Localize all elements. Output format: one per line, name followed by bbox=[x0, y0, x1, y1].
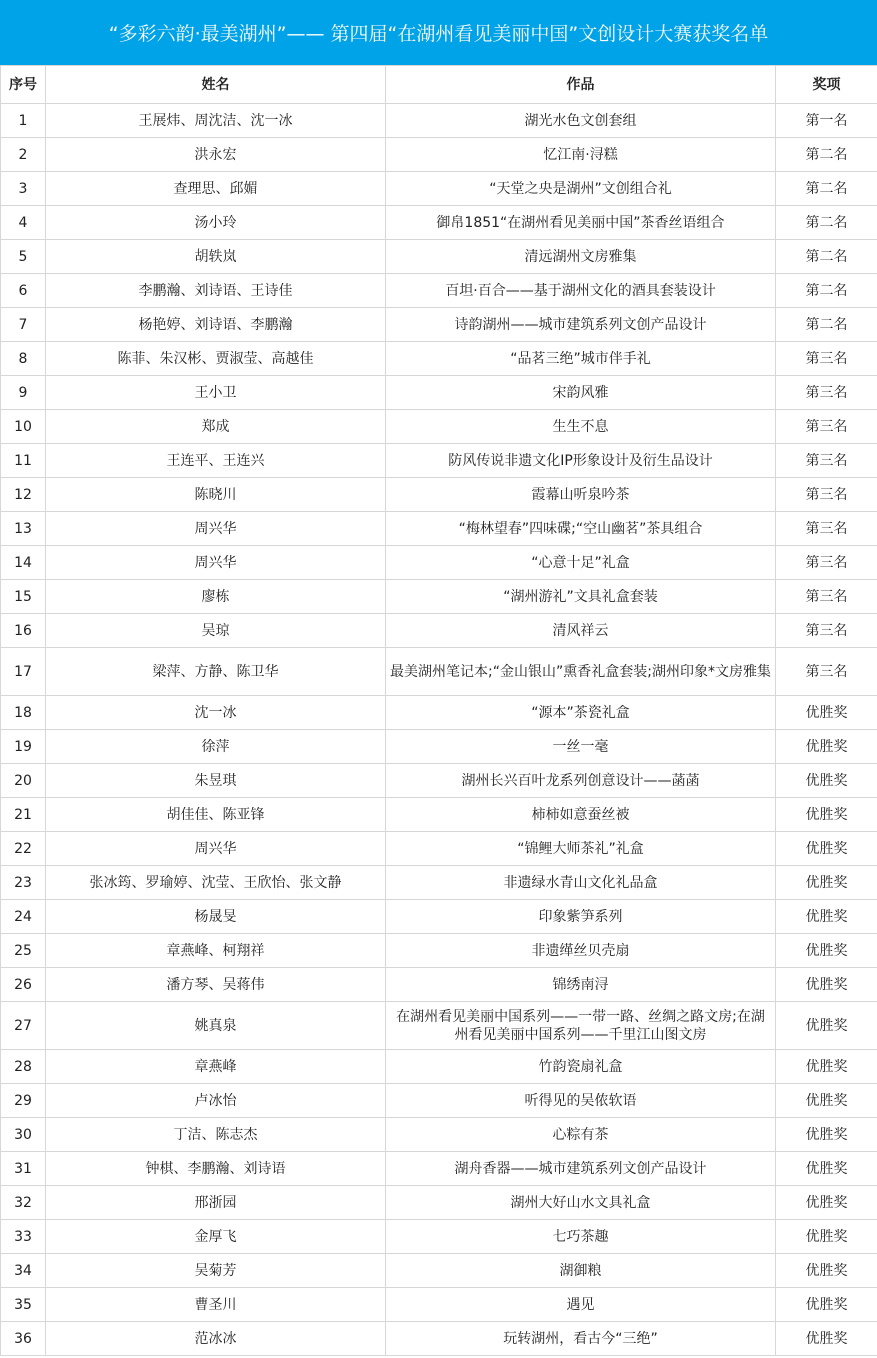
column-header-award: 奖项 bbox=[776, 66, 877, 104]
table-row bbox=[1, 138, 877, 172]
cell-work: 柿柿如意蚕丝被 bbox=[386, 798, 776, 832]
cell-award: 第三名 bbox=[776, 410, 877, 444]
cell-number: 33 bbox=[1, 1220, 46, 1254]
table-row bbox=[1, 308, 877, 342]
cell-award: 第三名 bbox=[776, 342, 877, 376]
table-row bbox=[1, 580, 877, 614]
cell-award: 优胜奖 bbox=[776, 866, 877, 900]
cell-number: 22 bbox=[1, 832, 46, 866]
cell-name: 金厚飞 bbox=[46, 1220, 386, 1254]
cell-name: 王连平、王连兴 bbox=[46, 444, 386, 478]
cell-award: 第二名 bbox=[776, 274, 877, 308]
cell-work: 玩转湖州，看古今“三绝” bbox=[386, 1322, 776, 1356]
table-row bbox=[1, 546, 877, 580]
cell-work: 印象紫笋系列 bbox=[386, 900, 776, 934]
cell-number: 31 bbox=[1, 1152, 46, 1186]
cell-number: 2 bbox=[1, 138, 46, 172]
table-row bbox=[1, 1220, 877, 1254]
cell-award: 优胜奖 bbox=[776, 1084, 877, 1118]
cell-name: 王展炜、周沈洁、沈一冰 bbox=[46, 104, 386, 138]
cell-work: 在湖州看见美丽中国系列——一带一路、丝绸之路文房;在湖州看见美丽中国系列——千里江山图文房 bbox=[386, 1002, 776, 1050]
cell-name: 杨艳婷、刘诗语、李鹏瀚 bbox=[46, 308, 386, 342]
table-row bbox=[1, 934, 877, 968]
cell-award: 优胜奖 bbox=[776, 900, 877, 934]
cell-award: 优胜奖 bbox=[776, 832, 877, 866]
table-row bbox=[1, 342, 877, 376]
cell-work: “锦鲤大师茶礼”礼盒 bbox=[386, 832, 776, 866]
cell-award: 优胜奖 bbox=[776, 1254, 877, 1288]
table-row bbox=[1, 444, 877, 478]
table-row bbox=[1, 410, 877, 444]
table-row bbox=[1, 1322, 877, 1356]
cell-work: 湖州大好山水文具礼盒 bbox=[386, 1186, 776, 1220]
table-row bbox=[1, 1288, 877, 1322]
cell-name: 沈一冰 bbox=[46, 696, 386, 730]
table-row bbox=[1, 648, 877, 696]
cell-number: 30 bbox=[1, 1118, 46, 1152]
cell-name: 梁萍、方静、陈卫华 bbox=[46, 648, 386, 696]
cell-name: 郑成 bbox=[46, 410, 386, 444]
table-row bbox=[1, 696, 877, 730]
cell-number: 32 bbox=[1, 1186, 46, 1220]
table-row bbox=[1, 1152, 877, 1186]
table-row bbox=[1, 240, 877, 274]
cell-name: 周兴华 bbox=[46, 512, 386, 546]
cell-work: 御帛1851“在湖州看见美丽中国”茶香丝语组合 bbox=[386, 206, 776, 240]
table-row bbox=[1, 274, 877, 308]
cell-work: 非遗绿水青山文化礼品盒 bbox=[386, 866, 776, 900]
cell-award: 优胜奖 bbox=[776, 798, 877, 832]
cell-number: 36 bbox=[1, 1322, 46, 1356]
cell-name: 卢冰怡 bbox=[46, 1084, 386, 1118]
cell-number: 11 bbox=[1, 444, 46, 478]
cell-number: 26 bbox=[1, 968, 46, 1002]
cell-number: 29 bbox=[1, 1084, 46, 1118]
table-header-row bbox=[1, 66, 877, 104]
cell-number: 5 bbox=[1, 240, 46, 274]
cell-name: 邢浙园 bbox=[46, 1186, 386, 1220]
cell-number: 15 bbox=[1, 580, 46, 614]
cell-number: 28 bbox=[1, 1050, 46, 1084]
table-row bbox=[1, 478, 877, 512]
cell-award: 第二名 bbox=[776, 240, 877, 274]
cell-work: “源本”茶瓷礼盒 bbox=[386, 696, 776, 730]
cell-name: 吴琼 bbox=[46, 614, 386, 648]
table-row bbox=[1, 172, 877, 206]
page-title: “多彩六韵·最美湖州”—— 第四届“在湖州看见美丽中国”文创设计大赛获奖名单 bbox=[0, 0, 877, 65]
cell-number: 17 bbox=[1, 648, 46, 696]
cell-award: 优胜奖 bbox=[776, 730, 877, 764]
cell-work: 锦绣南浔 bbox=[386, 968, 776, 1002]
table-row bbox=[1, 1254, 877, 1288]
cell-work: 遇见 bbox=[386, 1288, 776, 1322]
table-row bbox=[1, 104, 877, 138]
cell-award: 优胜奖 bbox=[776, 1050, 877, 1084]
cell-award: 第一名 bbox=[776, 104, 877, 138]
cell-award: 优胜奖 bbox=[776, 1186, 877, 1220]
column-header-number: 序号 bbox=[1, 66, 46, 104]
cell-work: “品茗三绝”城市伴手礼 bbox=[386, 342, 776, 376]
cell-number: 13 bbox=[1, 512, 46, 546]
cell-name: 周兴华 bbox=[46, 832, 386, 866]
cell-number: 1 bbox=[1, 104, 46, 138]
cell-work: 清风祥云 bbox=[386, 614, 776, 648]
cell-award: 第二名 bbox=[776, 138, 877, 172]
cell-number: 10 bbox=[1, 410, 46, 444]
cell-award: 第二名 bbox=[776, 172, 877, 206]
cell-work: 最美湖州笔记本;“金山银山”熏香礼盒套装;湖州印象*文房雅集 bbox=[386, 648, 776, 696]
cell-name: 洪永宏 bbox=[46, 138, 386, 172]
cell-work: 宋韵风雅 bbox=[386, 376, 776, 410]
cell-name: 胡轶岚 bbox=[46, 240, 386, 274]
cell-number: 34 bbox=[1, 1254, 46, 1288]
cell-award: 第三名 bbox=[776, 648, 877, 696]
cell-name: 廖栋 bbox=[46, 580, 386, 614]
cell-work: “湖州游礼”文具礼盒套装 bbox=[386, 580, 776, 614]
cell-award: 优胜奖 bbox=[776, 1002, 877, 1050]
cell-number: 3 bbox=[1, 172, 46, 206]
table-row bbox=[1, 1186, 877, 1220]
table-row bbox=[1, 1002, 877, 1050]
cell-number: 21 bbox=[1, 798, 46, 832]
cell-award: 优胜奖 bbox=[776, 1322, 877, 1356]
cell-number: 35 bbox=[1, 1288, 46, 1322]
cell-number: 19 bbox=[1, 730, 46, 764]
cell-work: 心粽有茶 bbox=[386, 1118, 776, 1152]
cell-award: 第三名 bbox=[776, 444, 877, 478]
cell-name: 王小卫 bbox=[46, 376, 386, 410]
table-row bbox=[1, 512, 877, 546]
cell-work: 湖舟香器——城市建筑系列文创产品设计 bbox=[386, 1152, 776, 1186]
cell-work: 竹韵瓷扇礼盒 bbox=[386, 1050, 776, 1084]
cell-work: 防风传说非遗文化IP形象设计及衍生品设计 bbox=[386, 444, 776, 478]
cell-award: 优胜奖 bbox=[776, 1288, 877, 1322]
cell-number: 23 bbox=[1, 866, 46, 900]
cell-name: 张冰筠、罗瑜婷、沈莹、王欣怡、张文静 bbox=[46, 866, 386, 900]
cell-number: 20 bbox=[1, 764, 46, 798]
cell-award: 优胜奖 bbox=[776, 696, 877, 730]
column-header-work: 作品 bbox=[386, 66, 776, 104]
cell-number: 6 bbox=[1, 274, 46, 308]
table-row bbox=[1, 764, 877, 798]
cell-work: “天堂之央是湖州”文创组合礼 bbox=[386, 172, 776, 206]
table-row bbox=[1, 1084, 877, 1118]
table-row bbox=[1, 614, 877, 648]
cell-number: 7 bbox=[1, 308, 46, 342]
cell-award: 第三名 bbox=[776, 512, 877, 546]
cell-name: 曹圣川 bbox=[46, 1288, 386, 1322]
cell-number: 14 bbox=[1, 546, 46, 580]
cell-name: 章燕峰 bbox=[46, 1050, 386, 1084]
table-row bbox=[1, 1050, 877, 1084]
cell-number: 8 bbox=[1, 342, 46, 376]
cell-work: 湖御粮 bbox=[386, 1254, 776, 1288]
cell-name: 陈菲、朱汉彬、贾淑莹、高越佳 bbox=[46, 342, 386, 376]
cell-work: 诗韵湖州——城市建筑系列文创产品设计 bbox=[386, 308, 776, 342]
cell-work: 忆江南·浔糕 bbox=[386, 138, 776, 172]
cell-name: 钟棋、李鹏瀚、刘诗语 bbox=[46, 1152, 386, 1186]
cell-number: 18 bbox=[1, 696, 46, 730]
cell-name: 章燕峰、柯翔祥 bbox=[46, 934, 386, 968]
cell-name: 潘方琴、吴蒋伟 bbox=[46, 968, 386, 1002]
cell-work: 清远湖州文房雅集 bbox=[386, 240, 776, 274]
cell-name: 丁洁、陈志杰 bbox=[46, 1118, 386, 1152]
cell-work: “梅林望春”四味碟;“空山幽茗”茶具组合 bbox=[386, 512, 776, 546]
cell-number: 25 bbox=[1, 934, 46, 968]
cell-award: 第三名 bbox=[776, 376, 877, 410]
cell-award: 第二名 bbox=[776, 206, 877, 240]
cell-work: 七巧茶趣 bbox=[386, 1220, 776, 1254]
cell-work: 非遗缂丝贝壳扇 bbox=[386, 934, 776, 968]
cell-award: 第二名 bbox=[776, 308, 877, 342]
cell-number: 9 bbox=[1, 376, 46, 410]
cell-award: 优胜奖 bbox=[776, 1220, 877, 1254]
cell-work: 百坦·百合——基于湖州文化的酒具套装设计 bbox=[386, 274, 776, 308]
cell-work: “心意十足”礼盒 bbox=[386, 546, 776, 580]
cell-work: 生生不息 bbox=[386, 410, 776, 444]
table-row bbox=[1, 376, 877, 410]
cell-work: 霞幕山听泉吟茶 bbox=[386, 478, 776, 512]
cell-award: 第三名 bbox=[776, 580, 877, 614]
cell-award: 优胜奖 bbox=[776, 764, 877, 798]
cell-name: 陈晓川 bbox=[46, 478, 386, 512]
cell-work: 听得见的吴侬软语 bbox=[386, 1084, 776, 1118]
table-row bbox=[1, 730, 877, 764]
cell-award: 优胜奖 bbox=[776, 1152, 877, 1186]
table-row bbox=[1, 1118, 877, 1152]
cell-number: 24 bbox=[1, 900, 46, 934]
table-row bbox=[1, 900, 877, 934]
cell-name: 朱昱琪 bbox=[46, 764, 386, 798]
cell-name: 胡佳佳、陈亚锋 bbox=[46, 798, 386, 832]
cell-work: 湖光水色文创套组 bbox=[386, 104, 776, 138]
winners-table bbox=[0, 65, 877, 1356]
cell-award: 优胜奖 bbox=[776, 1118, 877, 1152]
cell-name: 姚真泉 bbox=[46, 1002, 386, 1050]
cell-name: 周兴华 bbox=[46, 546, 386, 580]
cell-name: 汤小玲 bbox=[46, 206, 386, 240]
cell-name: 范冰冰 bbox=[46, 1322, 386, 1356]
cell-award: 第三名 bbox=[776, 614, 877, 648]
cell-name: 徐萍 bbox=[46, 730, 386, 764]
table-row bbox=[1, 206, 877, 240]
cell-award: 优胜奖 bbox=[776, 968, 877, 1002]
cell-name: 李鹏瀚、刘诗语、王诗佳 bbox=[46, 274, 386, 308]
cell-number: 16 bbox=[1, 614, 46, 648]
cell-award: 优胜奖 bbox=[776, 934, 877, 968]
cell-name: 查理思、邱媚 bbox=[46, 172, 386, 206]
cell-name: 吴菊芳 bbox=[46, 1254, 386, 1288]
table-row bbox=[1, 968, 877, 1002]
cell-number: 27 bbox=[1, 1002, 46, 1050]
table-row bbox=[1, 866, 877, 900]
cell-number: 12 bbox=[1, 478, 46, 512]
cell-award: 第三名 bbox=[776, 478, 877, 512]
cell-work: 湖州长兴百叶龙系列创意设计——菡菡 bbox=[386, 764, 776, 798]
cell-work: 一丝一毫 bbox=[386, 730, 776, 764]
table-row bbox=[1, 798, 877, 832]
cell-name: 杨晟旻 bbox=[46, 900, 386, 934]
cell-award: 第三名 bbox=[776, 546, 877, 580]
table-row bbox=[1, 832, 877, 866]
column-header-name: 姓名 bbox=[46, 66, 386, 104]
cell-number: 4 bbox=[1, 206, 46, 240]
